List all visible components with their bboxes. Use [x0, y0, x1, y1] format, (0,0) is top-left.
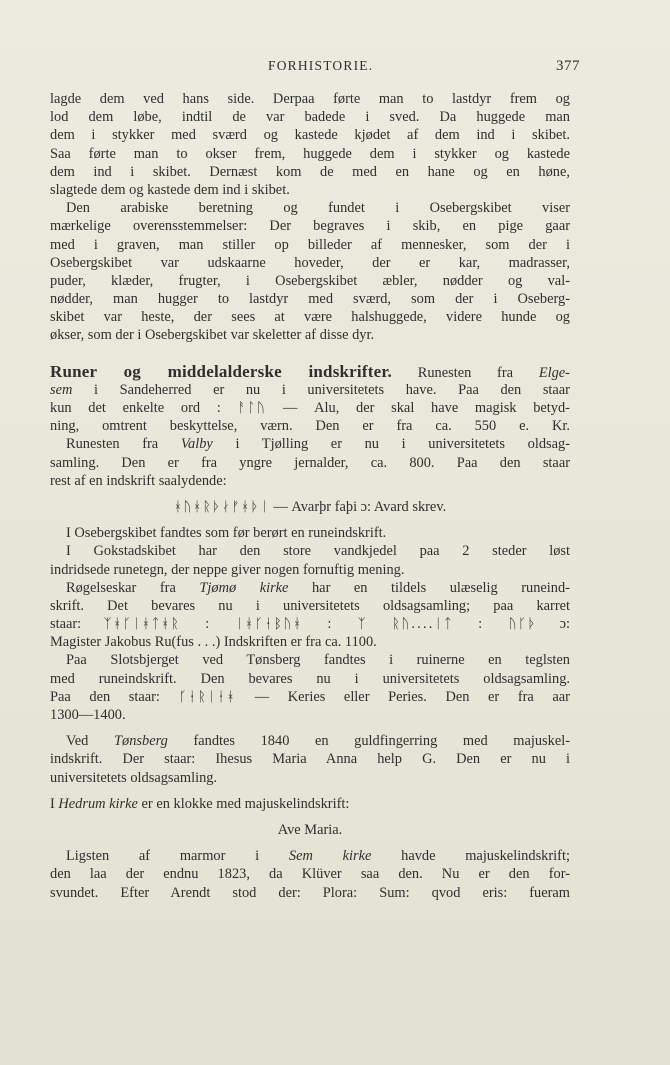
text-span: — Keries eller Peries. Den er fra aar	[254, 688, 570, 705]
text-line: universitetets oldsagsamling.	[50, 769, 218, 786]
text-line: I Osebergskibet fandtes som før berørt en runeindskrift.	[66, 525, 387, 542]
text-line: Paa Slotsbjerget ved Tønsberg fandtes i ruinerne en teglsten	[66, 652, 570, 669]
text-span: har en tildels ulæselig runeind-	[311, 579, 570, 596]
place-name: sem	[50, 381, 73, 398]
rune-inscription: ᚴᚽᚱᛁᚽᚼ	[178, 688, 237, 705]
rune-line	[50, 498, 570, 516]
section-gap	[50, 345, 570, 363]
text-line: slagtede dem og kastede dem ind i skibet.	[50, 181, 290, 198]
text-span: i Sandeherred er nu i universitetets have. Paa den staar	[93, 381, 570, 398]
text-line: med i graven, man stiller op billeder af mennesker, som der i	[50, 236, 570, 253]
text-line	[50, 381, 570, 399]
line-gap	[50, 813, 570, 821]
text-line: nødder, man hugger to lastdyr med sværd, som der i Oseberg-	[50, 291, 570, 308]
text-line	[50, 579, 570, 597]
text-span: Ved	[66, 733, 89, 750]
line-gap	[50, 839, 570, 847]
running-head: FORHISTORIE.	[268, 58, 374, 73]
place-name: Hedrum kirke	[58, 795, 138, 812]
inscription-line: Ave Maria.	[277, 821, 343, 838]
rune-inscription: ᚼᚢᚼᚱᚦᛅᚠᚼᚦᛁ	[173, 498, 270, 515]
place-name: Tønsberg	[114, 733, 168, 750]
text-span: Runesten fra	[66, 436, 159, 453]
text-line: Osebergskibet var udskaarne hoveder, der er kar, madrasser,	[50, 254, 570, 271]
text-line: økser, som der i Osebergskibet var skeletter af disse dyr.	[50, 327, 375, 344]
line-gap	[50, 787, 570, 795]
rune-inscription: ᛉᚼᚴᛁᚼᛏᚼᚱ : ᛁᚼᚴᚽᛒᚢᚼ : ᛉ ᚱᚢ....ᛁᛏ : ᚢᚴᚦ	[103, 616, 538, 633]
page-number: 377	[556, 58, 580, 74]
text-line: dem ind i skibet. Dernæst kom de med en hane og en høne,	[50, 163, 570, 180]
text-line: lagde dem ved hans side. Derpaa førte man to lastdyr frem og	[50, 91, 570, 107]
line-gap	[50, 516, 570, 524]
text-line: I Gokstadskibet har den store vandkjedel paa 2 steder løst	[66, 543, 570, 560]
text-line: dem i stykker med sværd og kastede kjødet af dem ind i skibet.	[50, 127, 570, 144]
text-line: mærkelige overensstemmelser: Der begraves i skib, en pige gaar	[50, 218, 570, 235]
text-span: — Avarþr faþi ɔ: Avard skrev.	[273, 498, 447, 515]
text-line: med runeindskrift. Den bevares nu i universitetets oldsagsamling.	[50, 670, 570, 687]
text-span: i Tjølling er nu i universitetets oldsag-	[235, 436, 570, 453]
text-line	[50, 688, 570, 706]
page-body	[50, 90, 570, 902]
text-line: puder, klæder, frugter, i Osebergskibet æbler, nødder og val-	[50, 272, 570, 289]
text-line: Den arabiske beretning og fundet i Osebergskibet viser	[66, 200, 570, 217]
text-line: rest af en indskrift saalydende:	[50, 472, 227, 489]
place-name: Sem kirke	[288, 848, 372, 865]
place-name: Elge-	[538, 364, 570, 381]
text-line: indridsede runetegn, der neppe giver nogen fornuftig mening.	[50, 561, 405, 578]
page-header	[58, 58, 578, 80]
text-span: Ligsten af marmor i	[66, 848, 260, 865]
text-span: Paa den staar:	[50, 688, 160, 705]
text-span: havde majuskelindskrift;	[401, 848, 570, 865]
text-line: den laa der endnu 1823, da Klüver saa den. Nu er den for-	[50, 866, 570, 883]
text-line	[50, 399, 570, 417]
text-line: svundet. Efter Arendt stod der: Plora: Sum: qvod eris: fueram	[50, 884, 570, 901]
text-span: Røgelseskar fra	[66, 579, 176, 596]
text-line: skrift. Det bevares nu i universitetets oldsagsamling; paa karret	[50, 597, 570, 614]
section-heading-line	[50, 363, 570, 381]
line-gap	[50, 724, 570, 732]
rune-inscription: ᚨᛚᚢ	[237, 400, 267, 416]
text-line	[50, 847, 570, 865]
text-line: Magister Jakobus Ru(fus . . .) Indskriften er fra ca. 1100.	[50, 634, 377, 651]
text-line	[50, 795, 570, 813]
text-line	[50, 732, 570, 750]
text-line: indskrift. Der staar: Ihesus Maria Anna help G. Den er nu i	[50, 751, 570, 768]
place-name: Tjømø kirke	[199, 579, 289, 596]
text-line: 1300—1400.	[50, 707, 126, 723]
text-span: fandtes 1840 en guldfingerring med majuskel-	[193, 733, 570, 750]
text-span: er en klokke med majuskelindskrift:	[141, 795, 350, 812]
text-line	[50, 615, 570, 633]
text-span: Runesten fra	[417, 364, 514, 381]
line-gap	[50, 490, 570, 498]
text-line: ning, omtrent beskyttelse, værn. Den er fra ca. 550 e. Kr.	[50, 418, 570, 435]
text-span: ɔ:	[559, 616, 570, 633]
text-line	[50, 435, 570, 453]
place-name: Valby	[180, 436, 213, 453]
text-line: lod dem løbe, indtil de var badede i sved. Da huggede man	[50, 109, 570, 126]
text-line: samling. Den er fra yngre jernalder, ca. 800. Paa den staar	[50, 454, 570, 471]
text-line: skibet var heste, der sees at være halshuggede, videre hunde og	[50, 309, 570, 326]
text-span: — Alu, der skal have magisk betyd-	[283, 400, 570, 416]
section-heading: Runer og middelalderske indskrifter.	[50, 361, 392, 381]
text-span: I	[50, 795, 55, 812]
text-span: kun det enkelte ord :	[50, 400, 221, 416]
text-span: staar:	[50, 616, 82, 633]
text-line: Saa førte man to okser frem, huggede dem i stykker og kastede	[50, 145, 570, 162]
